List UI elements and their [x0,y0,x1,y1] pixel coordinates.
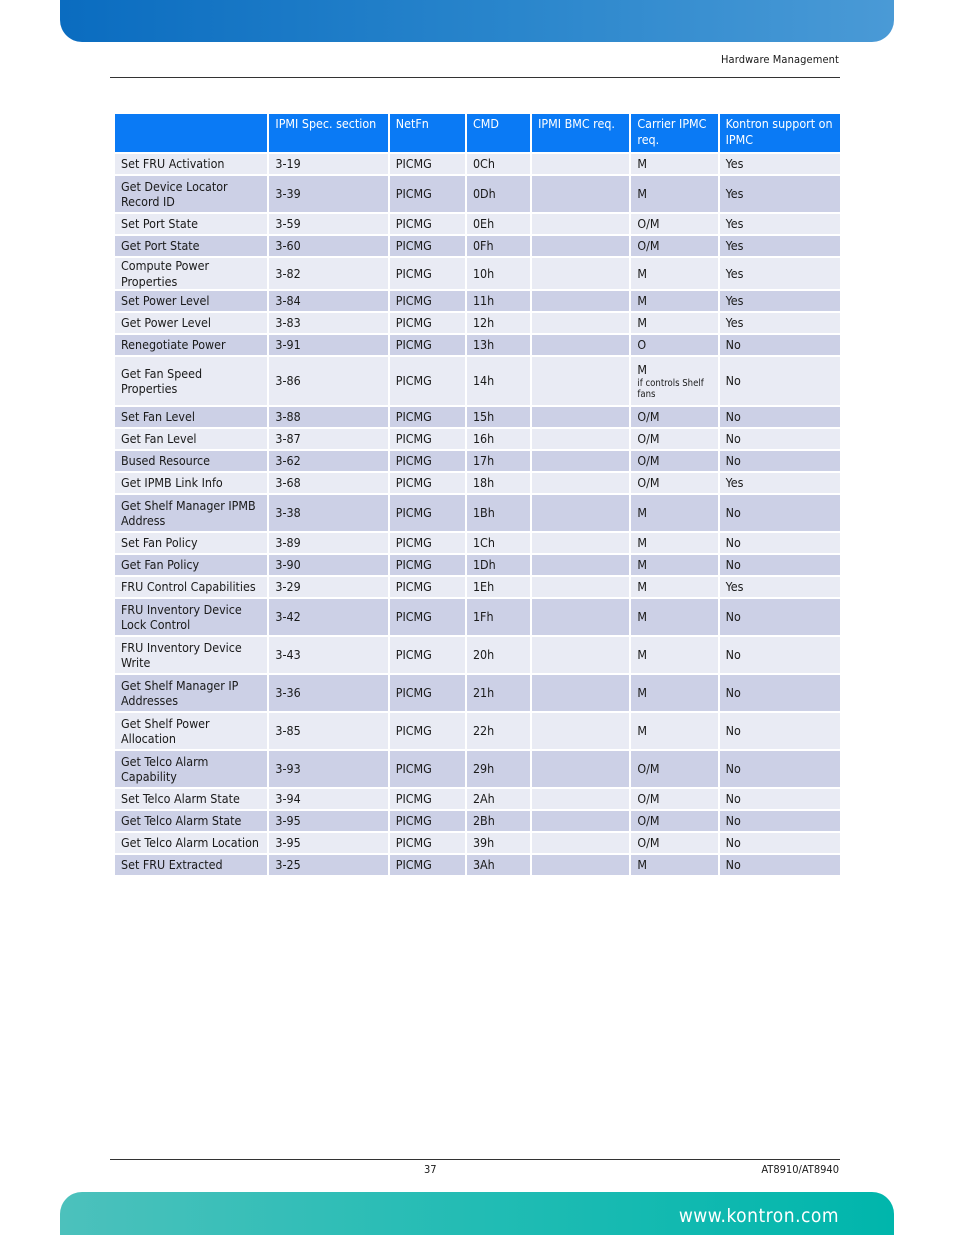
cell-netfn: PICMG [390,811,465,831]
cell-command: Get Telco Alarm Capability [115,751,267,787]
cell-command: Set FRU Extracted [115,855,267,875]
cell-cmd: 0Ch [467,154,530,174]
cell-command: Get Telco Alarm Location [115,833,267,853]
cell-spec-section: 3-87 [269,429,387,449]
cell-netfn: PICMG [390,313,465,333]
col-header-carrier-req: Carrier IPMC req. [631,114,717,152]
cell-cmd: 2Bh [467,811,530,831]
table-row [115,214,840,234]
cell-cmd: 2Ah [467,789,530,809]
cell-carrier-req: O/M [631,473,717,493]
cell-cmd: 21h [467,675,530,711]
cell-cmd: 16h [467,429,530,449]
cell-carrier-req: M [631,855,717,875]
cell-spec-section: 3-93 [269,751,387,787]
cell-bmc-req [532,495,629,531]
cell-command: Compute Power Properties [115,258,267,289]
cell-command: Get Port State [115,236,267,256]
cell-cmd: 17h [467,451,530,471]
cell-bmc-req [532,313,629,333]
col-header-cmd: CMD [467,114,530,152]
table-row [115,637,840,673]
cell-spec-section: 3-88 [269,407,387,427]
table-row [115,451,840,471]
cell-netfn: PICMG [390,429,465,449]
cell-cmd: 12h [467,313,530,333]
cell-kontron-support: No [720,713,840,749]
cell-cmd: 0Eh [467,214,530,234]
cell-carrier-req: O/M [631,214,717,234]
cell-cmd: 1Eh [467,577,530,597]
cell-bmc-req [532,291,629,311]
cell-carrier-req: M [631,313,717,333]
cell-cmd: 11h [467,291,530,311]
cell-bmc-req [532,637,629,673]
cell-cmd: 1Ch [467,533,530,553]
cell-netfn: PICMG [390,258,465,289]
cell-netfn: PICMG [390,473,465,493]
carrier-req-value: M [637,362,648,378]
cell-spec-section: 3-62 [269,451,387,471]
cell-kontron-support: No [720,675,840,711]
footer-divider [110,1159,840,1160]
cell-command: Set Fan Level [115,407,267,427]
cell-kontron-support: Yes [720,258,840,289]
cell-spec-section: 3-83 [269,313,387,333]
cell-carrier-req: O/M [631,407,717,427]
cell-netfn: PICMG [390,713,465,749]
cell-netfn: PICMG [390,789,465,809]
cell-cmd: 0Dh [467,176,530,212]
cell-kontron-support: No [720,855,840,875]
cell-bmc-req [532,236,629,256]
cell-kontron-support: No [720,533,840,553]
header-divider [110,77,840,78]
cell-bmc-req [532,855,629,875]
cell-command: Bused Resource [115,451,267,471]
cell-netfn: PICMG [390,751,465,787]
cell-bmc-req [532,335,629,355]
table-row [115,533,840,553]
table-row [115,407,840,427]
cell-netfn: PICMG [390,833,465,853]
table-row [115,258,840,289]
table-row [115,555,840,575]
cell-spec-section: 3-60 [269,236,387,256]
cell-command: Get Shelf Manager IPMB Address [115,495,267,531]
cell-cmd: 18h [467,473,530,493]
cell-netfn: PICMG [390,357,465,405]
cell-command: Set Telco Alarm State [115,789,267,809]
cell-netfn: PICMG [390,533,465,553]
cell-command: FRU Inventory Device Lock Control [115,599,267,635]
cell-carrier-req: M [631,555,717,575]
col-header-bmc-req: IPMI BMC req. [532,114,629,152]
cell-bmc-req [532,751,629,787]
cell-carrier-req: M [631,675,717,711]
cell-cmd: 1Fh [467,599,530,635]
cell-carrier-req: M [631,176,717,212]
cell-cmd: 3Ah [467,855,530,875]
cell-bmc-req [532,176,629,212]
cell-carrier-req: M [631,637,717,673]
cell-cmd: 13h [467,335,530,355]
cell-kontron-support: No [720,789,840,809]
cell-command: Get Fan Policy [115,555,267,575]
cell-kontron-support: Yes [720,236,840,256]
cell-spec-section: 3-38 [269,495,387,531]
cell-carrier-req: M [631,258,717,289]
cell-spec-section: 3-19 [269,154,387,174]
table-row [115,577,840,597]
cell-bmc-req [532,258,629,289]
cell-carrier-req: O/M [631,811,717,831]
cell-carrier-req: M [631,713,717,749]
cell-carrier-req: M [631,577,717,597]
cell-command: Get Power Level [115,313,267,333]
cell-carrier-req: O/M [631,429,717,449]
cell-carrier-req [631,357,717,405]
cell-carrier-req: M [631,495,717,531]
table-row [115,429,840,449]
cell-carrier-req: M [631,291,717,311]
cell-spec-section: 3-90 [269,555,387,575]
cell-netfn: PICMG [390,236,465,256]
col-header-kontron-support: Kontron support on IPMC [720,114,840,152]
cell-kontron-support: Yes [720,577,840,597]
cell-kontron-support: No [720,407,840,427]
cell-command: Renegotiate Power [115,335,267,355]
cell-spec-section: 3-95 [269,811,387,831]
cell-netfn: PICMG [390,495,465,531]
cell-cmd: 1Dh [467,555,530,575]
cell-kontron-support: No [720,555,840,575]
bottom-banner [60,1192,894,1235]
table-row [115,833,840,853]
cell-netfn: PICMG [390,335,465,355]
table-row [115,473,840,493]
cell-command: Set Fan Policy [115,533,267,553]
ipmi-command-table [113,112,842,877]
cell-command: Get IPMB Link Info [115,473,267,493]
page-number: 37 [424,1163,437,1176]
cell-bmc-req [532,577,629,597]
cell-netfn: PICMG [390,855,465,875]
carrier-req-note: if controls Shelf fans [637,377,704,400]
cell-command: Get Fan Speed Properties [115,357,267,405]
top-banner [60,0,894,42]
website-link[interactable]: www.kontron.com [678,1205,839,1227]
cell-carrier-req: O/M [631,236,717,256]
table-row [115,495,840,531]
cell-cmd: 0Fh [467,236,530,256]
cell-kontron-support: No [720,495,840,531]
cell-cmd: 15h [467,407,530,427]
cell-kontron-support: No [720,335,840,355]
cell-spec-section: 3-39 [269,176,387,212]
cell-spec-section: 3-42 [269,599,387,635]
cell-command: Set FRU Activation [115,154,267,174]
cell-carrier-req: M [631,533,717,553]
cell-carrier-req: O/M [631,789,717,809]
cell-bmc-req [532,533,629,553]
cell-spec-section: 3-85 [269,713,387,749]
cell-carrier-req: O/M [631,751,717,787]
cell-spec-section: 3-43 [269,637,387,673]
cell-cmd: 39h [467,833,530,853]
section-title: Hardware Management [721,53,839,66]
cell-bmc-req [532,473,629,493]
cell-bmc-req [532,407,629,427]
cell-bmc-req [532,811,629,831]
table-row [115,855,840,875]
cell-spec-section: 3-89 [269,533,387,553]
cell-kontron-support: Yes [720,154,840,174]
cell-spec-section: 3-94 [269,789,387,809]
cell-kontron-support: No [720,833,840,853]
col-header-netfn: NetFn [390,114,465,152]
table-row [115,713,840,749]
cell-spec-section: 3-25 [269,855,387,875]
cell-spec-section: 3-68 [269,473,387,493]
cell-spec-section: 3-29 [269,577,387,597]
cell-netfn: PICMG [390,675,465,711]
cell-cmd: 1Bh [467,495,530,531]
cell-kontron-support: No [720,637,840,673]
cell-bmc-req [532,214,629,234]
cell-command: Get Device Locator Record ID [115,176,267,212]
table-row [115,291,840,311]
cell-spec-section: 3-36 [269,675,387,711]
cell-netfn: PICMG [390,291,465,311]
cell-bmc-req [532,357,629,405]
cell-spec-section: 3-82 [269,258,387,289]
table-row [115,599,840,635]
cell-spec-section: 3-59 [269,214,387,234]
cell-kontron-support: No [720,599,840,635]
cell-kontron-support: Yes [720,176,840,212]
cell-spec-section: 3-95 [269,833,387,853]
cell-command: Get Fan Level [115,429,267,449]
cell-kontron-support: Yes [720,214,840,234]
cell-carrier-req: O/M [631,833,717,853]
cell-cmd: 10h [467,258,530,289]
cell-kontron-support: No [720,429,840,449]
cell-command: Get Telco Alarm State [115,811,267,831]
cell-kontron-support: Yes [720,313,840,333]
cell-bmc-req [532,429,629,449]
cell-bmc-req [532,599,629,635]
cell-carrier-req: O/M [631,451,717,471]
table-header-row [115,114,840,152]
cell-cmd: 22h [467,713,530,749]
cell-bmc-req [532,451,629,471]
table-row [115,176,840,212]
cell-bmc-req [532,789,629,809]
cell-cmd: 20h [467,637,530,673]
cell-kontron-support: Yes [720,291,840,311]
cell-kontron-support: No [720,811,840,831]
cell-netfn: PICMG [390,407,465,427]
cell-command: FRU Control Capabilities [115,577,267,597]
cell-kontron-support: No [720,751,840,787]
cell-spec-section: 3-86 [269,357,387,405]
cell-kontron-support: Yes [720,473,840,493]
table-row [115,811,840,831]
document-id: AT8910/AT8940 [761,1163,839,1176]
col-header-command [115,114,267,152]
cell-kontron-support: No [720,451,840,471]
cell-netfn: PICMG [390,154,465,174]
cell-bmc-req [532,833,629,853]
cell-carrier-req: O [631,335,717,355]
cell-netfn: PICMG [390,637,465,673]
cell-bmc-req [532,154,629,174]
cell-spec-section: 3-84 [269,291,387,311]
table-row [115,357,840,405]
cell-command: Set Power Level [115,291,267,311]
table-row [115,335,840,355]
table-row [115,675,840,711]
cell-bmc-req [532,555,629,575]
cell-spec-section: 3-91 [269,335,387,355]
cell-netfn: PICMG [390,214,465,234]
table-row [115,313,840,333]
cell-bmc-req [532,675,629,711]
cell-command: Get Shelf Power Allocation [115,713,267,749]
cell-netfn: PICMG [390,599,465,635]
table-body [115,154,840,875]
col-header-spec-section: IPMI Spec. section [269,114,387,152]
cell-netfn: PICMG [390,176,465,212]
cell-cmd: 14h [467,357,530,405]
table-row [115,236,840,256]
cell-command: Get Shelf Manager IP Addresses [115,675,267,711]
cell-netfn: PICMG [390,451,465,471]
cell-carrier-req: M [631,154,717,174]
table-row [115,751,840,787]
table-row [115,789,840,809]
cell-command: FRU Inventory Device Write [115,637,267,673]
cell-netfn: PICMG [390,555,465,575]
cell-cmd: 29h [467,751,530,787]
table-row [115,154,840,174]
cell-bmc-req [532,713,629,749]
cell-netfn: PICMG [390,577,465,597]
cell-command: Set Port State [115,214,267,234]
cell-kontron-support: No [720,357,840,405]
cell-carrier-req: M [631,599,717,635]
